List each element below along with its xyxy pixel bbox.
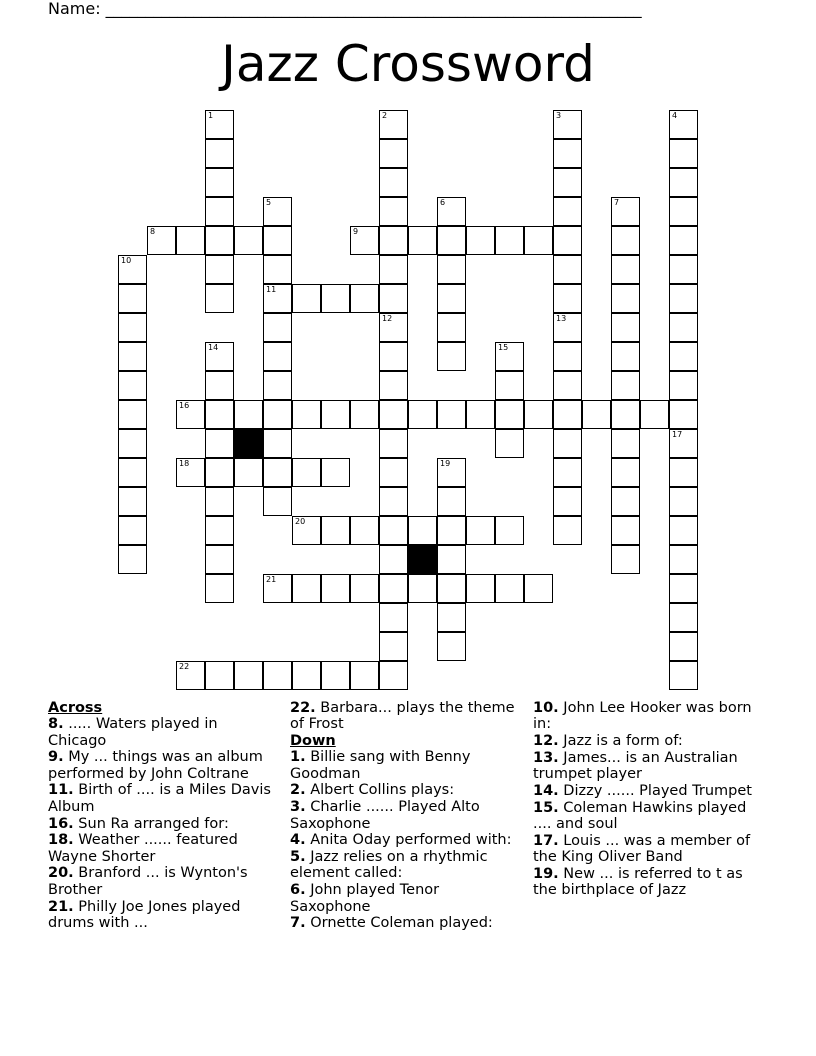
clue-number: 4.: [290, 832, 306, 849]
across-clue: [48, 782, 280, 815]
crossword-cell[interactable]: [350, 516, 379, 545]
crossword-cell[interactable]: [263, 574, 292, 603]
across-clue: [48, 899, 280, 932]
clue-text: Birth of .... is a Miles Davis Album: [48, 782, 271, 815]
crossword-cell[interactable]: [292, 574, 321, 603]
crossword-cell[interactable]: [205, 197, 234, 226]
crossword-cell[interactable]: [553, 400, 582, 429]
crossword-cell[interactable]: [350, 400, 379, 429]
crossword-cell[interactable]: [669, 574, 698, 603]
clue-number: 17.: [533, 832, 559, 849]
crossword-cell[interactable]: [495, 226, 524, 255]
crossword-cell[interactable]: [495, 400, 524, 429]
down-clue: [290, 782, 522, 798]
crossword-cell[interactable]: [437, 632, 466, 661]
crossword-cell[interactable]: [321, 458, 350, 487]
cell-number: 15: [498, 343, 509, 352]
crossword-cell[interactable]: [118, 545, 147, 574]
crossword-cell[interactable]: [437, 313, 466, 342]
crossword-cell[interactable]: [379, 632, 408, 661]
crossword-cell[interactable]: [205, 516, 234, 545]
cell-number: 17: [672, 430, 683, 439]
cell-number: 4: [672, 111, 678, 120]
crossword-cell[interactable]: [263, 284, 292, 313]
crossword-cell[interactable]: [640, 400, 669, 429]
crossword-cell[interactable]: [321, 574, 350, 603]
across-clue: [290, 700, 522, 733]
crossword-cell[interactable]: [379, 545, 408, 574]
crossword-cell[interactable]: [669, 139, 698, 168]
clue-text: Weather ...... featured Wayne Shorter: [48, 832, 238, 865]
clue-number: 21.: [48, 898, 74, 915]
clue-number: 10.: [533, 700, 559, 716]
cell-number: 3: [556, 111, 562, 120]
clue-number: 3.: [290, 799, 306, 816]
crossword-cell[interactable]: [379, 284, 408, 313]
crossword-cell[interactable]: [553, 255, 582, 284]
crossword-cell[interactable]: [379, 574, 408, 603]
crossword-cell[interactable]: [118, 371, 147, 400]
crossword-cell[interactable]: [437, 487, 466, 516]
crossword-cell[interactable]: [669, 487, 698, 516]
crossword-cell[interactable]: [582, 400, 611, 429]
crossword-cell[interactable]: [118, 429, 147, 458]
crossword-cell[interactable]: [611, 226, 640, 255]
crossword-cell[interactable]: [263, 429, 292, 458]
down-clue: [290, 849, 522, 882]
crossword-cell[interactable]: [669, 313, 698, 342]
crossword-cell[interactable]: [669, 226, 698, 255]
crossword-cell[interactable]: [553, 487, 582, 516]
crossword-cell[interactable]: [437, 545, 466, 574]
crossword-cell[interactable]: [611, 371, 640, 400]
down-clue: [533, 866, 763, 899]
crossword-cell[interactable]: [234, 661, 263, 690]
crossword-cell[interactable]: [379, 110, 408, 139]
clue-column-1: [48, 700, 280, 932]
crossword-cell[interactable]: [263, 661, 292, 690]
crossword-cell[interactable]: [495, 429, 524, 458]
crossword-cell[interactable]: [669, 516, 698, 545]
cell-number: 10: [121, 256, 132, 265]
down-clue: [533, 733, 763, 749]
clue-number: 2.: [290, 782, 306, 799]
clue-column-3: [533, 700, 763, 899]
crossword-cell[interactable]: [205, 400, 234, 429]
crossword-cell[interactable]: [205, 139, 234, 168]
black-square: [408, 545, 437, 574]
crossword-cell[interactable]: [118, 487, 147, 516]
crossword-cell[interactable]: [205, 545, 234, 574]
crossword-cell[interactable]: [118, 284, 147, 313]
crossword-cell[interactable]: [553, 371, 582, 400]
crossword-cell[interactable]: [292, 661, 321, 690]
down-heading: Down: [290, 733, 336, 750]
clue-number: 9.: [48, 749, 64, 766]
crossword-cell[interactable]: [553, 226, 582, 255]
crossword-cell[interactable]: [611, 458, 640, 487]
clue-text: Ornette Coleman played:: [305, 915, 493, 932]
crossword-cell[interactable]: [350, 574, 379, 603]
clue-text: New ... is referred to t as the birthplace of Jazz: [533, 865, 743, 899]
crossword-cell[interactable]: [437, 226, 466, 255]
crossword-cell[interactable]: [263, 400, 292, 429]
crossword-cell[interactable]: [205, 429, 234, 458]
clue-text: Branford ... is Wynton's Brother: [48, 865, 248, 898]
crossword-cell[interactable]: [466, 400, 495, 429]
crossword-cell[interactable]: [350, 284, 379, 313]
crossword-cell[interactable]: [669, 400, 698, 429]
crossword-cell[interactable]: [205, 284, 234, 313]
clue-text: Billie sang with Benny Goodman: [290, 749, 471, 782]
down-clue: [290, 915, 522, 931]
crossword-cell[interactable]: [611, 516, 640, 545]
crossword-cell[interactable]: [379, 371, 408, 400]
crossword-cell[interactable]: [176, 661, 205, 690]
down-clue: [290, 749, 522, 782]
crossword-cell[interactable]: [321, 400, 350, 429]
crossword-cell[interactable]: [611, 313, 640, 342]
clue-number: 19.: [533, 865, 559, 882]
crossword-cell[interactable]: [118, 313, 147, 342]
crossword-cell[interactable]: [321, 661, 350, 690]
cell-number: 14: [208, 343, 219, 352]
crossword-cell[interactable]: [553, 458, 582, 487]
cell-number: 5: [266, 198, 272, 207]
crossword-cell[interactable]: [379, 516, 408, 545]
clue-text: Jazz is a form of:: [558, 733, 683, 750]
crossword-cell[interactable]: [669, 197, 698, 226]
clue-text: Dizzy ...... Played Trumpet: [558, 782, 752, 799]
crossword-cell[interactable]: [524, 574, 553, 603]
name-field[interactable]: Name: ___________________________________________________________________: [48, 0, 642, 18]
clue-number: 16.: [48, 815, 74, 832]
clue-text: Louis ... was a member of the King Oliver Band: [533, 832, 751, 866]
crossword-cell[interactable]: [437, 284, 466, 313]
clue-text: Barbara... plays the theme of Frost: [290, 700, 515, 733]
crossword-cell[interactable]: [263, 342, 292, 371]
crossword-cell[interactable]: [379, 400, 408, 429]
cell-number: 6: [440, 198, 446, 207]
clue-number: 18.: [48, 832, 74, 849]
crossword-cell[interactable]: [205, 458, 234, 487]
down-clue: [533, 800, 763, 833]
crossword-cell[interactable]: [263, 197, 292, 226]
clue-number: 1.: [290, 749, 306, 766]
cell-number: 9: [353, 227, 359, 236]
crossword-cell[interactable]: [611, 255, 640, 284]
cell-number: 21: [266, 575, 277, 584]
crossword-cell[interactable]: [437, 197, 466, 226]
crossword-cell[interactable]: [437, 516, 466, 545]
crossword-cell[interactable]: [553, 284, 582, 313]
down-clue: [533, 750, 763, 783]
clue-number: 15.: [533, 799, 559, 816]
crossword-cell[interactable]: [379, 661, 408, 690]
crossword-cell[interactable]: [176, 400, 205, 429]
down-clue: [290, 832, 522, 848]
crossword-cell[interactable]: [669, 458, 698, 487]
crossword-cell[interactable]: [553, 168, 582, 197]
crossword-cell[interactable]: [350, 661, 379, 690]
cell-number: 19: [440, 459, 451, 468]
crossword-cell[interactable]: [118, 255, 147, 284]
clue-text: Charlie ...... Played Alto Saxophone: [290, 799, 480, 832]
crossword-cell[interactable]: [408, 400, 437, 429]
crossword-cell[interactable]: [379, 487, 408, 516]
down-clue: [290, 882, 522, 915]
crossword-cell[interactable]: [669, 342, 698, 371]
crossword-cell[interactable]: [553, 516, 582, 545]
page-title: Jazz Crossword: [221, 35, 595, 93]
crossword-cell[interactable]: [379, 603, 408, 632]
clue-number: 8.: [48, 716, 64, 733]
crossword-cell[interactable]: [176, 458, 205, 487]
across-clue: [48, 832, 280, 865]
across-clue: [48, 865, 280, 898]
crossword-cell[interactable]: [263, 226, 292, 255]
crossword-cell[interactable]: [669, 429, 698, 458]
crossword-cell[interactable]: [205, 661, 234, 690]
crossword-cell[interactable]: [205, 255, 234, 284]
crossword-cell[interactable]: [669, 661, 698, 690]
crossword-cell[interactable]: [205, 371, 234, 400]
clue-number: 11.: [48, 782, 74, 799]
crossword-cell[interactable]: [466, 226, 495, 255]
clue-number: 7.: [290, 915, 306, 932]
clue-text: John Lee Hooker was born in:: [533, 700, 752, 733]
crossword-cell[interactable]: [669, 545, 698, 574]
crossword-cell[interactable]: [350, 226, 379, 255]
cell-number: 1: [208, 111, 214, 120]
crossword-cell[interactable]: [553, 139, 582, 168]
crossword-cell[interactable]: [118, 342, 147, 371]
crossword-cell[interactable]: [263, 371, 292, 400]
clue-number: 6.: [290, 882, 306, 899]
clue-number: 12.: [533, 733, 559, 750]
crossword-cell[interactable]: [379, 139, 408, 168]
crossword-cell[interactable]: [437, 458, 466, 487]
clue-number: 22.: [290, 700, 316, 716]
clue-number: 20.: [48, 865, 74, 882]
crossword-cell[interactable]: [524, 400, 553, 429]
crossword-cell[interactable]: [524, 226, 553, 255]
crossword-cell[interactable]: [466, 574, 495, 603]
crossword-cell[interactable]: [379, 458, 408, 487]
clue-text: Philly Joe Jones played drums with ...: [48, 898, 241, 931]
clue-text: My ... things was an album performed by John Coltrane: [48, 749, 263, 782]
crossword-cell[interactable]: [611, 545, 640, 574]
crossword-cell[interactable]: [321, 516, 350, 545]
crossword-cell[interactable]: [118, 400, 147, 429]
crossword-cell[interactable]: [669, 255, 698, 284]
down-clue: [533, 833, 763, 866]
crossword-cell[interactable]: [379, 313, 408, 342]
crossword-cell[interactable]: [611, 487, 640, 516]
cell-number: 13: [556, 314, 567, 323]
crossword-cell[interactable]: [611, 429, 640, 458]
crossword-cell[interactable]: [263, 255, 292, 284]
crossword-cell[interactable]: [379, 429, 408, 458]
cell-number: 22: [179, 662, 190, 671]
clue-number: 13.: [533, 749, 559, 766]
crossword-cell[interactable]: [205, 487, 234, 516]
across-clue: [48, 716, 280, 749]
crossword-cell[interactable]: [234, 400, 263, 429]
cell-number: 11: [266, 285, 277, 294]
crossword-cell[interactable]: [611, 400, 640, 429]
crossword-cell[interactable]: [669, 371, 698, 400]
clue-text: James... is an Australian trumpet player: [533, 749, 738, 783]
down-clue: [290, 799, 522, 832]
clue-number: 14.: [533, 782, 559, 799]
crossword-cell[interactable]: [669, 168, 698, 197]
clue-number: 5.: [290, 849, 306, 866]
crossword-cell[interactable]: [263, 487, 292, 516]
crossword-cell[interactable]: [553, 197, 582, 226]
across-heading: Across: [48, 700, 103, 716]
down-clue: [533, 700, 763, 733]
crossword-cell[interactable]: [408, 574, 437, 603]
cell-number: 20: [295, 517, 306, 526]
crossword-cell[interactable]: [379, 197, 408, 226]
crossword-cell[interactable]: [379, 168, 408, 197]
crossword-cell[interactable]: [408, 516, 437, 545]
cell-number: 8: [150, 227, 156, 236]
cell-number: 18: [179, 459, 190, 468]
black-square: [234, 429, 263, 458]
crossword-cell[interactable]: [669, 603, 698, 632]
crossword-cell[interactable]: [147, 226, 176, 255]
crossword-cell[interactable]: [495, 516, 524, 545]
down-clue: [533, 783, 763, 799]
crossword-cell[interactable]: [118, 458, 147, 487]
crossword-cell[interactable]: [234, 226, 263, 255]
crossword-cell[interactable]: [205, 574, 234, 603]
crossword-cell[interactable]: [495, 371, 524, 400]
clue-text: Sun Ra arranged for:: [73, 815, 229, 832]
crossword-cell[interactable]: [669, 284, 698, 313]
crossword-cell[interactable]: [321, 284, 350, 313]
crossword-cell[interactable]: [437, 255, 466, 284]
crossword-cell[interactable]: [379, 226, 408, 255]
crossword-cell[interactable]: [176, 226, 205, 255]
crossword-cell[interactable]: [292, 516, 321, 545]
crossword-cell[interactable]: [553, 110, 582, 139]
crossword-cell[interactable]: [437, 342, 466, 371]
crossword-cell[interactable]: [669, 110, 698, 139]
crossword-cell[interactable]: [611, 342, 640, 371]
crossword-cell[interactable]: [466, 516, 495, 545]
clue-text: Anita Oday performed with:: [305, 832, 512, 849]
crossword-cell[interactable]: [205, 226, 234, 255]
clue-text: Coleman Hawkins played .... and soul: [533, 799, 747, 833]
crossword-cell[interactable]: [437, 400, 466, 429]
crossword-cell[interactable]: [292, 400, 321, 429]
crossword-cell[interactable]: [495, 574, 524, 603]
crossword-cell[interactable]: [669, 632, 698, 661]
crossword-cell[interactable]: [292, 284, 321, 313]
crossword-cell[interactable]: [118, 516, 147, 545]
crossword-cell[interactable]: [292, 458, 321, 487]
clue-text: ..... Waters played in Chicago: [48, 716, 218, 749]
crossword-cell[interactable]: [205, 168, 234, 197]
across-clue: [48, 749, 280, 782]
clue-text: Jazz relies on a rhythmic element called:: [290, 849, 488, 882]
clue-column-2: [290, 700, 522, 932]
crossword-cell[interactable]: [263, 458, 292, 487]
crossword-cell[interactable]: [553, 342, 582, 371]
clue-text: Albert Collins plays:: [305, 782, 455, 799]
cell-number: 2: [382, 111, 388, 120]
crossword-cell[interactable]: [437, 603, 466, 632]
crossword-cell[interactable]: [205, 342, 234, 371]
crossword-cell[interactable]: [553, 429, 582, 458]
crossword-cell[interactable]: [379, 255, 408, 284]
crossword-cell[interactable]: [611, 284, 640, 313]
crossword-cell[interactable]: [495, 342, 524, 371]
crossword-cell[interactable]: [263, 313, 292, 342]
crossword-cell[interactable]: [611, 197, 640, 226]
cell-number: 16: [179, 401, 190, 410]
cell-number: 7: [614, 198, 620, 207]
crossword-cell[interactable]: [234, 458, 263, 487]
crossword-cell[interactable]: [553, 313, 582, 342]
crossword-cell[interactable]: [408, 226, 437, 255]
across-clue: [48, 816, 280, 832]
crossword-cell[interactable]: [437, 574, 466, 603]
cell-number: 12: [382, 314, 393, 323]
crossword-cell[interactable]: [205, 110, 234, 139]
clue-text: John played Tenor Saxophone: [290, 882, 440, 915]
crossword-cell[interactable]: [379, 342, 408, 371]
